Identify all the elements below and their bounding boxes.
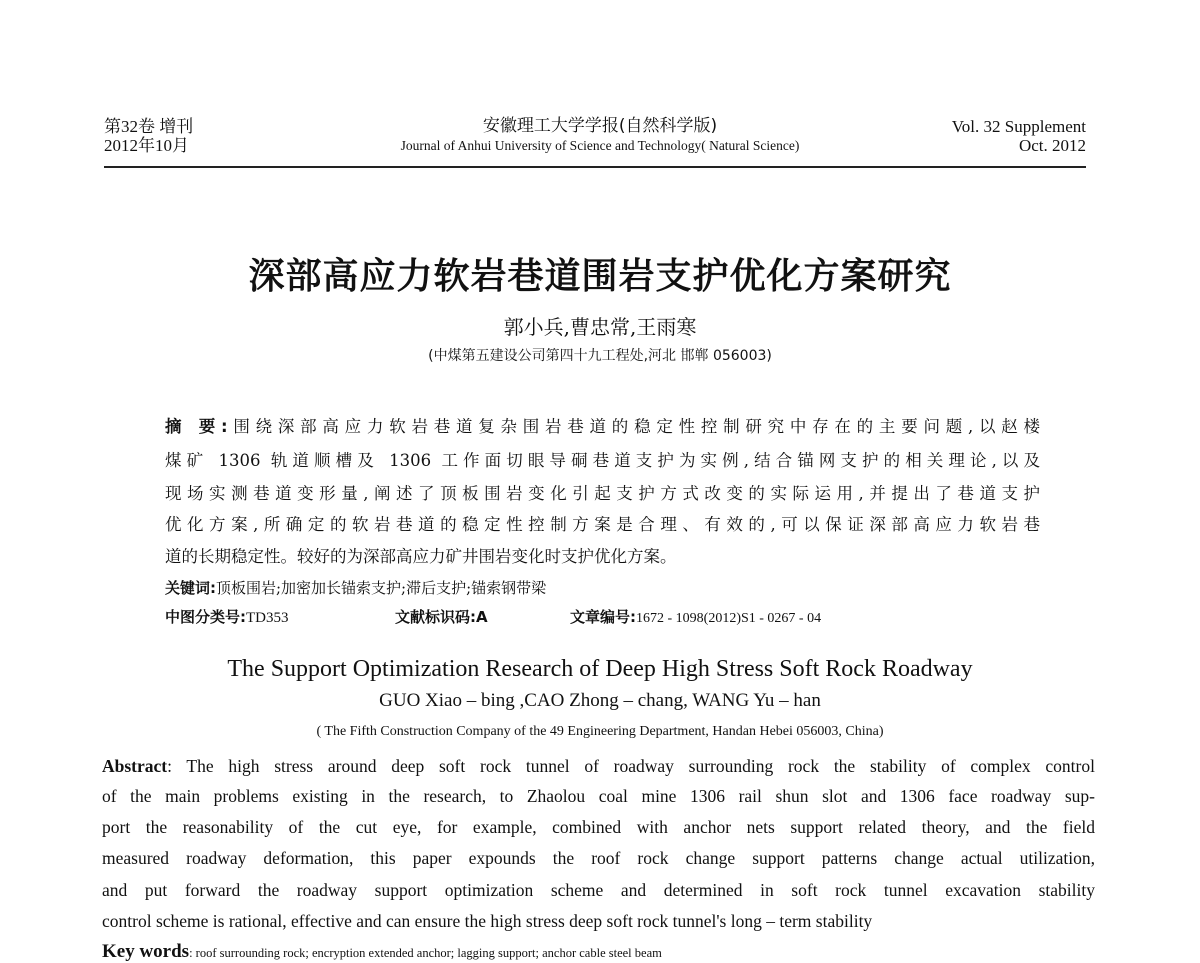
authors-en: GUO Xiao – bing ,CAO Zhong – chang, WANG Yu – han bbox=[379, 690, 821, 711]
abstract-label-cn: 摘 要: bbox=[165, 417, 228, 436]
keywords-cn bbox=[165, 577, 546, 598]
abstract-en-line: port the reasonability of the cut eye, for example, combined with anchor nets support related theory, and the field bbox=[102, 817, 1095, 837]
journal-name bbox=[300, 117, 900, 155]
journal-volume-en bbox=[952, 117, 1086, 155]
clc-label: 中图分类号: bbox=[165, 608, 246, 626]
volume-issue: 第32卷 增刊 bbox=[104, 117, 194, 136]
doc-code-value: A bbox=[476, 608, 488, 626]
abstract-en-line: control scheme is rational, effective and can ensure the high stress deep soft rock tunnel's long – term stability bbox=[102, 911, 873, 931]
keywords-text-en: : roof surrounding rock; encryption extended anchor; lagging support; anchor cable steel beam bbox=[189, 946, 662, 960]
document-code bbox=[395, 606, 488, 627]
journal-name-cn: 安徽理工大学学报(自然科学版) bbox=[482, 116, 718, 136]
abstract-cn-line: 优化方案,所确定的软岩巷道的稳定性控制方案是合理、有效的,可以保证深部高应力软岩巷 bbox=[165, 515, 1040, 534]
abstract-en-line bbox=[102, 756, 1095, 776]
paper-title-en: The Support Optimization Research of Deep High Stress Soft Rock Roadway bbox=[227, 656, 973, 682]
abstract-cn-line: 现场实测巷道变形量,阐述了顶板围岩变化引起支护方式改变的实际运用,并提出了巷道支护 bbox=[165, 484, 1040, 503]
volume-en: Vol. 32 Supplement bbox=[951, 117, 1086, 136]
keywords-label-cn: 关键词: bbox=[165, 579, 216, 597]
classification bbox=[165, 606, 289, 627]
doc-code-label: 文献标识码: bbox=[395, 608, 476, 626]
abstract-label-en: Abstract bbox=[102, 756, 168, 776]
abstract-en-line: and put forward the roadway support optimization scheme and determined in soft rock tunnel excavation stability bbox=[102, 880, 1095, 900]
clc-value: TD353 bbox=[246, 610, 289, 626]
abstract-cn-line: 煤矿 1306 轨道顺槽及 1306 工作面切眼导硐巷道支护为实例,结合锚网支护的相关理论,以及 bbox=[165, 451, 1040, 470]
authors-cn: 郭小兵,曹忠常,王雨寒 bbox=[503, 315, 697, 339]
abstract-text: : The high stress around deep soft rock tunnel of roadway surrounding rock the stability of complex control bbox=[167, 756, 1095, 776]
journal-volume-cn bbox=[104, 117, 193, 155]
article-no-value: 1672 - 1098(2012)S1 - 0267 - 04 bbox=[636, 611, 822, 626]
abstract-en-line: measured roadway deformation, this paper expounds the roof rock change support patterns change actual utilization, bbox=[102, 848, 1095, 868]
keywords-label-en: Key words bbox=[102, 941, 190, 962]
abstract-en-line: of the main problems existing in the research, to Zhaolou coal mine 1306 rail shun slot and 1306 face roadway sup- bbox=[102, 786, 1095, 806]
abstract-text: 围绕深部高应力软岩巷道复杂围岩巷道的稳定性控制研究中存在的主要问题,以赵楼 bbox=[227, 417, 1040, 436]
date-en: Oct. 2012 bbox=[1018, 136, 1086, 155]
article-number bbox=[570, 606, 821, 627]
paper-title-cn: 深部高应力软岩巷道围岩支护优化方案研究 bbox=[248, 255, 952, 297]
abstract-cn-line: 道的长期稳定性。较好的为深部高应力矿井围岩变化时支护优化方案。 bbox=[165, 547, 677, 566]
article-no-label: 文章编号: bbox=[570, 608, 636, 626]
abstract-cn-line bbox=[165, 417, 1040, 437]
keywords-en bbox=[102, 941, 662, 963]
header-rule bbox=[104, 166, 1086, 168]
affiliation-en: ( The Fifth Construction Company of the 49 Engineering Department, Handan Hebei 056003, China) bbox=[316, 724, 884, 739]
keywords-text-cn: 顶板围岩;加密加长锚索支护;滞后支护;锚索钢带梁 bbox=[216, 579, 547, 597]
journal-name-en: Journal of Anhui University of Science and Technology( Natural Science) bbox=[400, 138, 800, 153]
date-cn: 2012年10月 bbox=[104, 136, 189, 155]
affiliation-cn: (中煤第五建设公司第四十九工程处,河北 邯郸 056003) bbox=[428, 348, 772, 364]
